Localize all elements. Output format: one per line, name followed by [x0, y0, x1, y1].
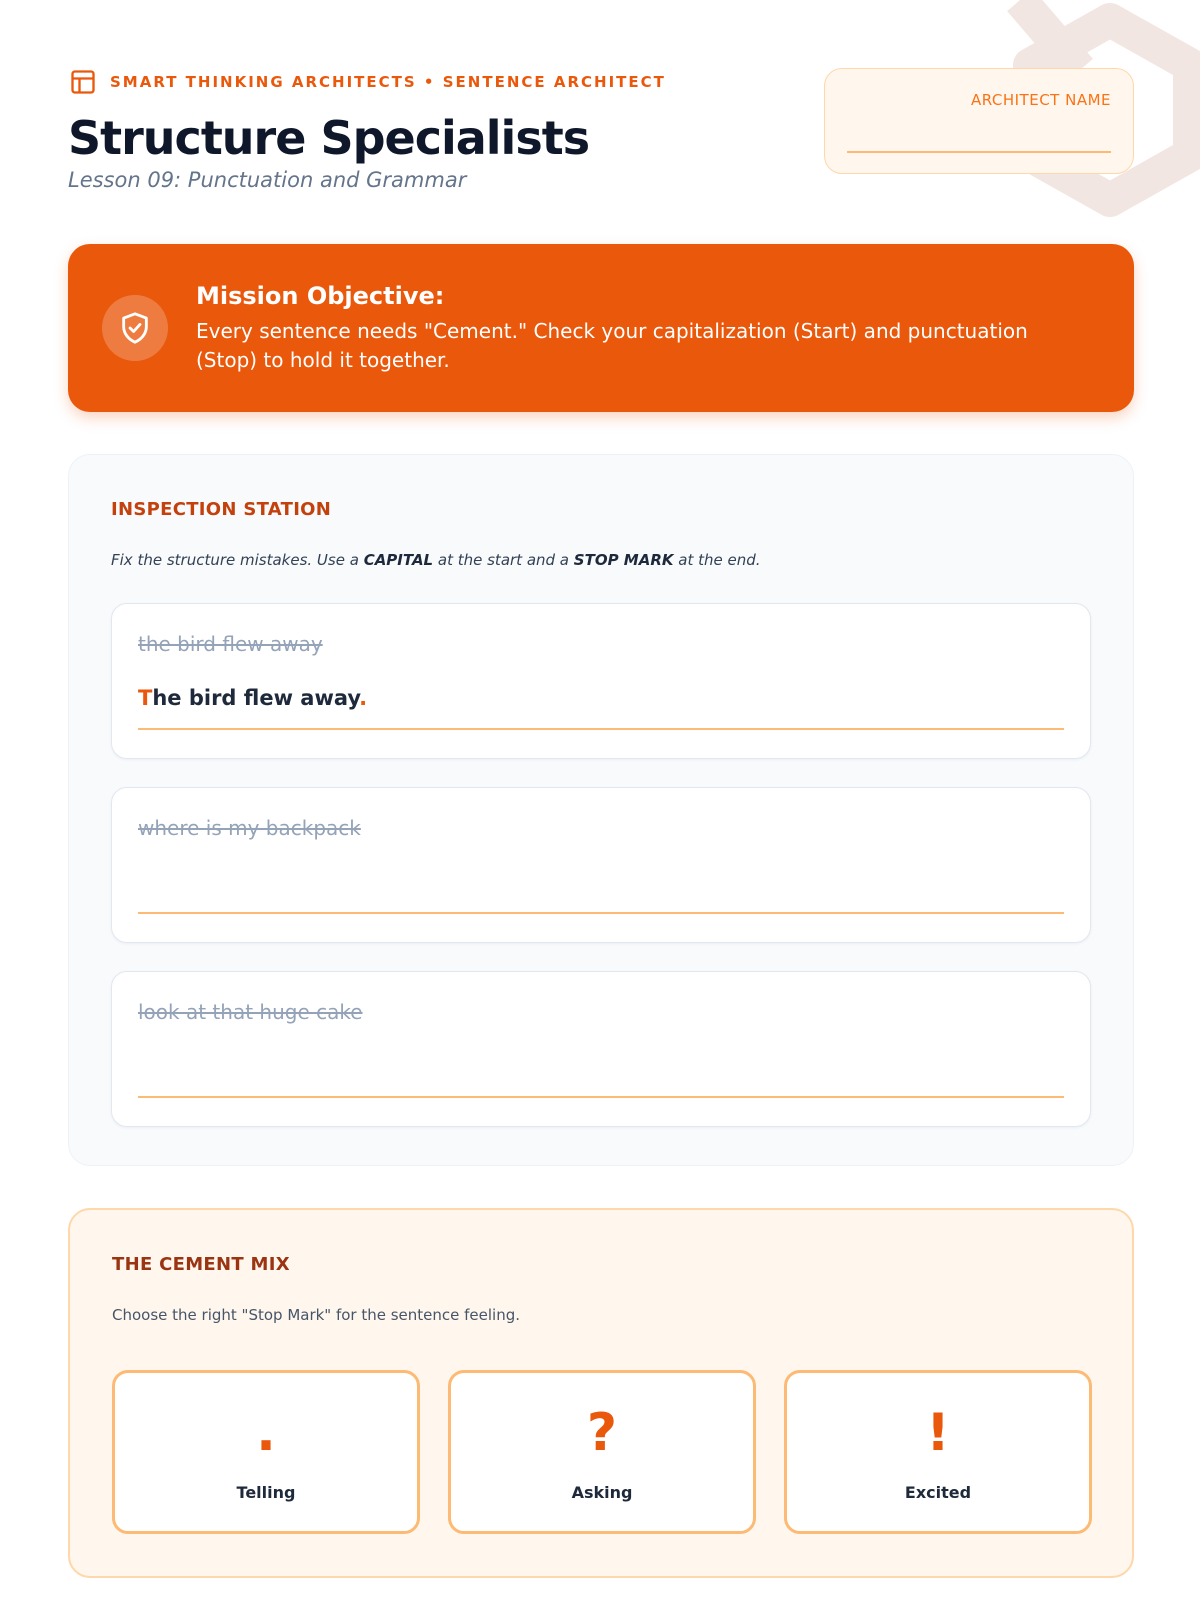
capital-emphasis: CAPITAL: [363, 551, 434, 569]
choice-excited[interactable]: [784, 1370, 1092, 1534]
choice-label: Excited: [904, 1483, 972, 1502]
layout-icon: [68, 67, 98, 97]
architect-name-box[interactable]: [824, 68, 1134, 174]
exclamation-mark: !: [926, 1403, 950, 1463]
eyebrow-text: SMART THINKING ARCHITECTS • SENTENCE ARCHITECT: [110, 73, 666, 91]
incorrect-sentence: the bird flew away: [138, 632, 323, 656]
choice-label: Telling: [236, 1483, 296, 1502]
stop-mark-emphasis: STOP MARK: [573, 551, 674, 569]
choice-telling[interactable]: [112, 1370, 420, 1534]
incorrect-sentence: where is my backpack: [138, 816, 361, 840]
sentence-card: [111, 787, 1091, 943]
cement-mix-title: THE CEMENT MIX: [112, 1254, 290, 1275]
mission-title: Mission Objective:: [196, 282, 445, 310]
sentence-card: [111, 603, 1091, 759]
architect-name-field[interactable]: [847, 151, 1111, 153]
shield-check-icon: [102, 295, 168, 361]
inspection-instructions: Fix the structure mistakes. Use a CAPITAL at the start and a STOP MARK at the end.: [111, 551, 761, 569]
cement-mix-section: [68, 1208, 1134, 1578]
eyebrow: [68, 66, 768, 98]
answer-line: [138, 728, 1064, 730]
question-mark: ?: [586, 1403, 618, 1463]
page-subtitle: Lesson 09: Punctuation and Grammar: [68, 168, 467, 192]
page-header: [68, 66, 768, 192]
cement-mix-description: Choose the right "Stop Mark" for the sentence feeling.: [112, 1306, 521, 1324]
page-title: Structure Specialists: [68, 111, 590, 165]
mission-body: Every sentence needs "Cement." Check your capitalization (Start) and punctuation (Stop) to hold it together.: [196, 319, 1028, 372]
sentence-card: [111, 971, 1091, 1127]
incorrect-sentence: look at that huge cake: [138, 1000, 363, 1024]
corrected-sentence[interactable]: The bird flew away.: [138, 686, 368, 710]
choice-label: Asking: [571, 1483, 633, 1502]
answer-line: [138, 1096, 1064, 1098]
architect-name-label: ARCHITECT NAME: [970, 91, 1111, 109]
inspection-station: [68, 454, 1134, 1166]
answer-line: [138, 912, 1064, 914]
period-mark: .: [256, 1403, 276, 1463]
inspection-title: INSPECTION STATION: [111, 499, 332, 520]
mission-banner: [68, 244, 1134, 412]
choice-asking[interactable]: [448, 1370, 756, 1534]
